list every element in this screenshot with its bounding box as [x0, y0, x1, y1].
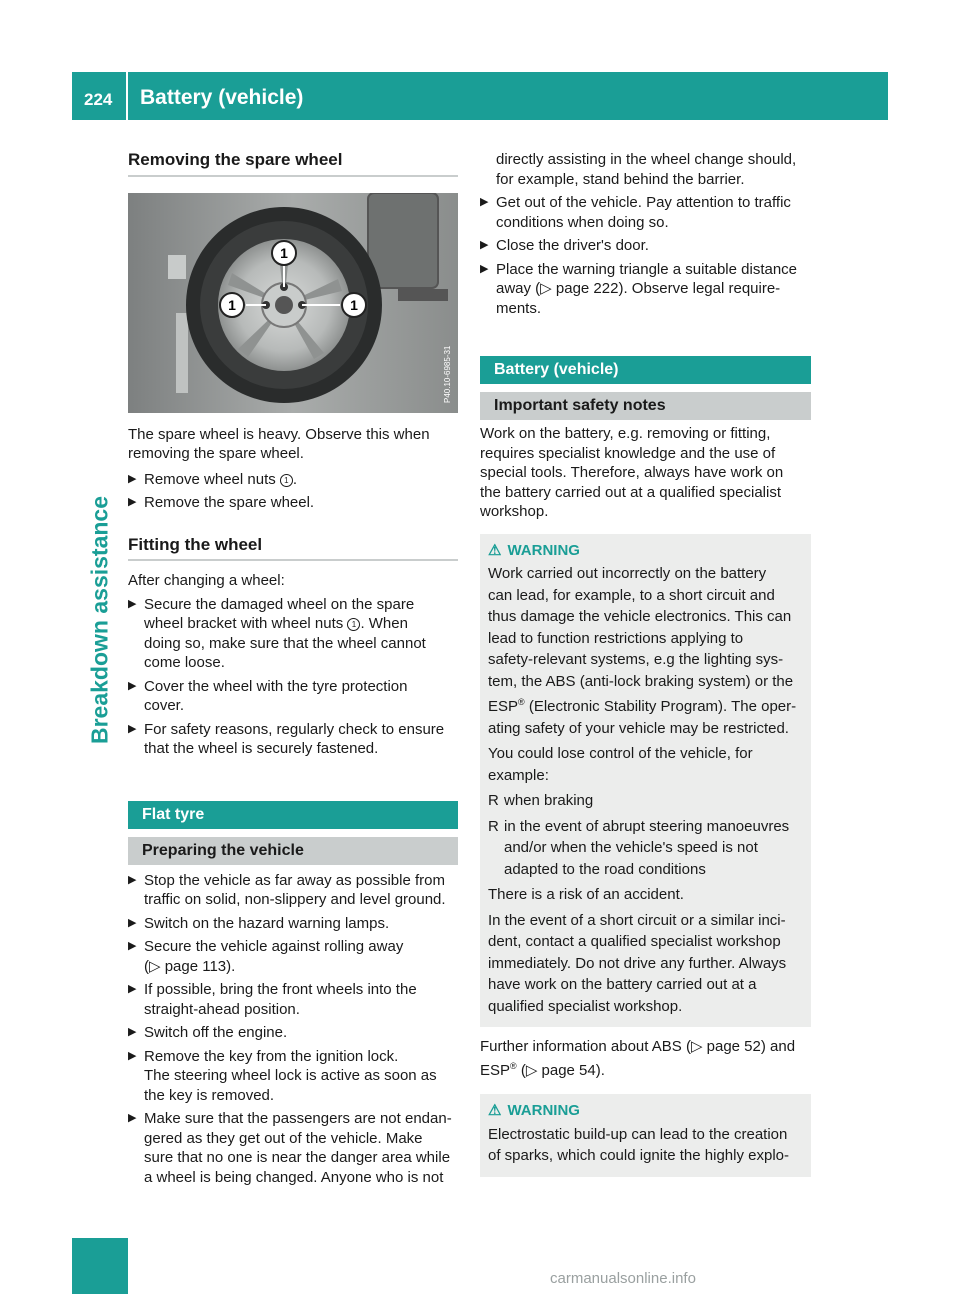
list-item: ▶ Cover the wheel with the tyre protection cover. — [128, 677, 408, 714]
list-item: ▶ Secure the vehicle against rolling away (▷ page 113). — [128, 938, 404, 975]
paragraph: Work on the battery, e.g. removing or fitting, requires specialist knowledge and the use of special tools. Therefore, always have work on the battery carried out at a qualified specialist workshop. — [480, 425, 784, 520]
side-tab-marker — [72, 1238, 128, 1294]
band-battery: Battery (vehicle) — [480, 356, 811, 384]
paragraph: After changing a wheel: — [128, 572, 285, 589]
list-item: ▶ For safety reasons, regularly check to ensure that the wheel is securely fastened. — [128, 720, 445, 757]
section-title-removing: Removing the spare wheel — [128, 150, 458, 177]
list-item: ▶ Switch on the hazard warning lamps. — [128, 914, 390, 932]
right-column — [480, 150, 811, 1177]
callout-label: 1 — [280, 244, 288, 261]
list-item: R in the event of abrupt steering manoeuvres and/or when the vehicle's speed is not adapted to the road conditions — [488, 817, 790, 878]
callout-label: 1 — [350, 296, 358, 313]
header-divider — [126, 72, 128, 120]
page-number: 224 — [84, 90, 113, 109]
watermark: carmanualsonline.info — [550, 1270, 696, 1287]
list-item: ▶ Remove the spare wheel. — [128, 494, 315, 511]
page-title: Battery (vehicle) — [140, 86, 304, 109]
list-item: ▶ Place the warning triangle a suitable distance away (▷ page 222). Observe legal require- ments. — [480, 260, 798, 317]
figure-code: P40.10-6985-31 — [443, 345, 452, 403]
list-item: ▶ Make sure that the passengers are not endan- gered as they get out of the vehicle. Make sure that no one is near the danger area while a wheel is being changed. Anyone who is not — [128, 1110, 452, 1186]
list-item: ▶ Get out of the vehicle. Pay attention to traffic conditions when doing so. — [480, 194, 791, 231]
band-preparing-vehicle: Preparing the vehicle — [128, 837, 458, 865]
list-item: ▶ Remove wheel nuts 1 . — [128, 470, 298, 488]
page-link[interactable]: (▷ page 113). — [144, 957, 236, 975]
list-item: ▶ If possible, bring the front wheels into the straight-ahead position. — [128, 981, 417, 1018]
paragraph: Further information about ABS (▷ page 52) and ESP® (▷ page 54). — [480, 1038, 796, 1079]
list-item: R when braking — [488, 792, 594, 809]
side-tab-label: Breakdown assistance — [86, 495, 113, 745]
warning-box: ⚠ WARNING Electrostatic build-up can lead to the creation of sparks, which could ignite the highly explo- — [480, 1094, 811, 1177]
list-item: ▶ Close the driver's door. — [480, 237, 649, 254]
paragraph: removing the spare wheel. — [128, 445, 304, 462]
paragraph: directly assisting in the wheel change should, for example, stand behind the barrier. — [496, 151, 797, 188]
warning-box: ⚠ WARNING Work carried out incorrectly on the battery can lead, for example, to a short circuit and thus damage the vehicle electronics. This can lead to function restrictions applying to safety-relevant systems, e.g the lighting sys- tem, the ABS (anti-lock braking system) or the ESP® (Electronic Stability Program). The oper- ating safety of your vehicle may be restricted. You could lose control of the vehicle, for example: R when braking R in the event of abrupt steering manoeuvres and/or when the vehicle's speed is not adapted to the road conditions There is a risk of an accident. In the event of a short circuit or a similar inci- dent, contact a qualified specialist workshop immediately. Do not drive any further. Always have work on the battery carried out at a qualified specialist workshop. — [480, 534, 811, 1028]
warning-heading: ⚠ WARNING — [488, 540, 803, 562]
callout-marker: 1 — [347, 618, 360, 631]
warning-heading: ⚠ WARNING — [488, 1100, 803, 1122]
list-item: ▶ Secure the damaged wheel on the spare wheel bracket with wheel nuts 1 . When doing so, make sure that the wheel cannot come loose. — [128, 595, 426, 671]
band-safety-notes: Important safety notes — [480, 392, 811, 420]
left-column — [128, 150, 458, 1187]
callout-marker: 1 — [280, 474, 293, 487]
warning-triangle-icon: ⚠ — [488, 1102, 502, 1119]
section-title-fitting: Fitting the wheel — [128, 535, 458, 562]
band-flat-tyre: Flat tyre — [128, 801, 458, 829]
list-item: ▶ Stop the vehicle as far away as possible from traffic on solid, non-slippery and level ground. — [128, 871, 446, 908]
spare-wheel-figure — [128, 193, 458, 413]
warning-triangle-icon: ⚠ — [488, 541, 502, 559]
list-item: ▶ Switch off the engine. — [128, 1024, 288, 1041]
paragraph: The spare wheel is heavy. Observe this when — [128, 425, 430, 443]
list-item: ▶ Remove the key from the ignition lock. The steering wheel lock is active as soon as the key is removed. — [128, 1047, 437, 1104]
callout-label: 1 — [228, 296, 236, 313]
